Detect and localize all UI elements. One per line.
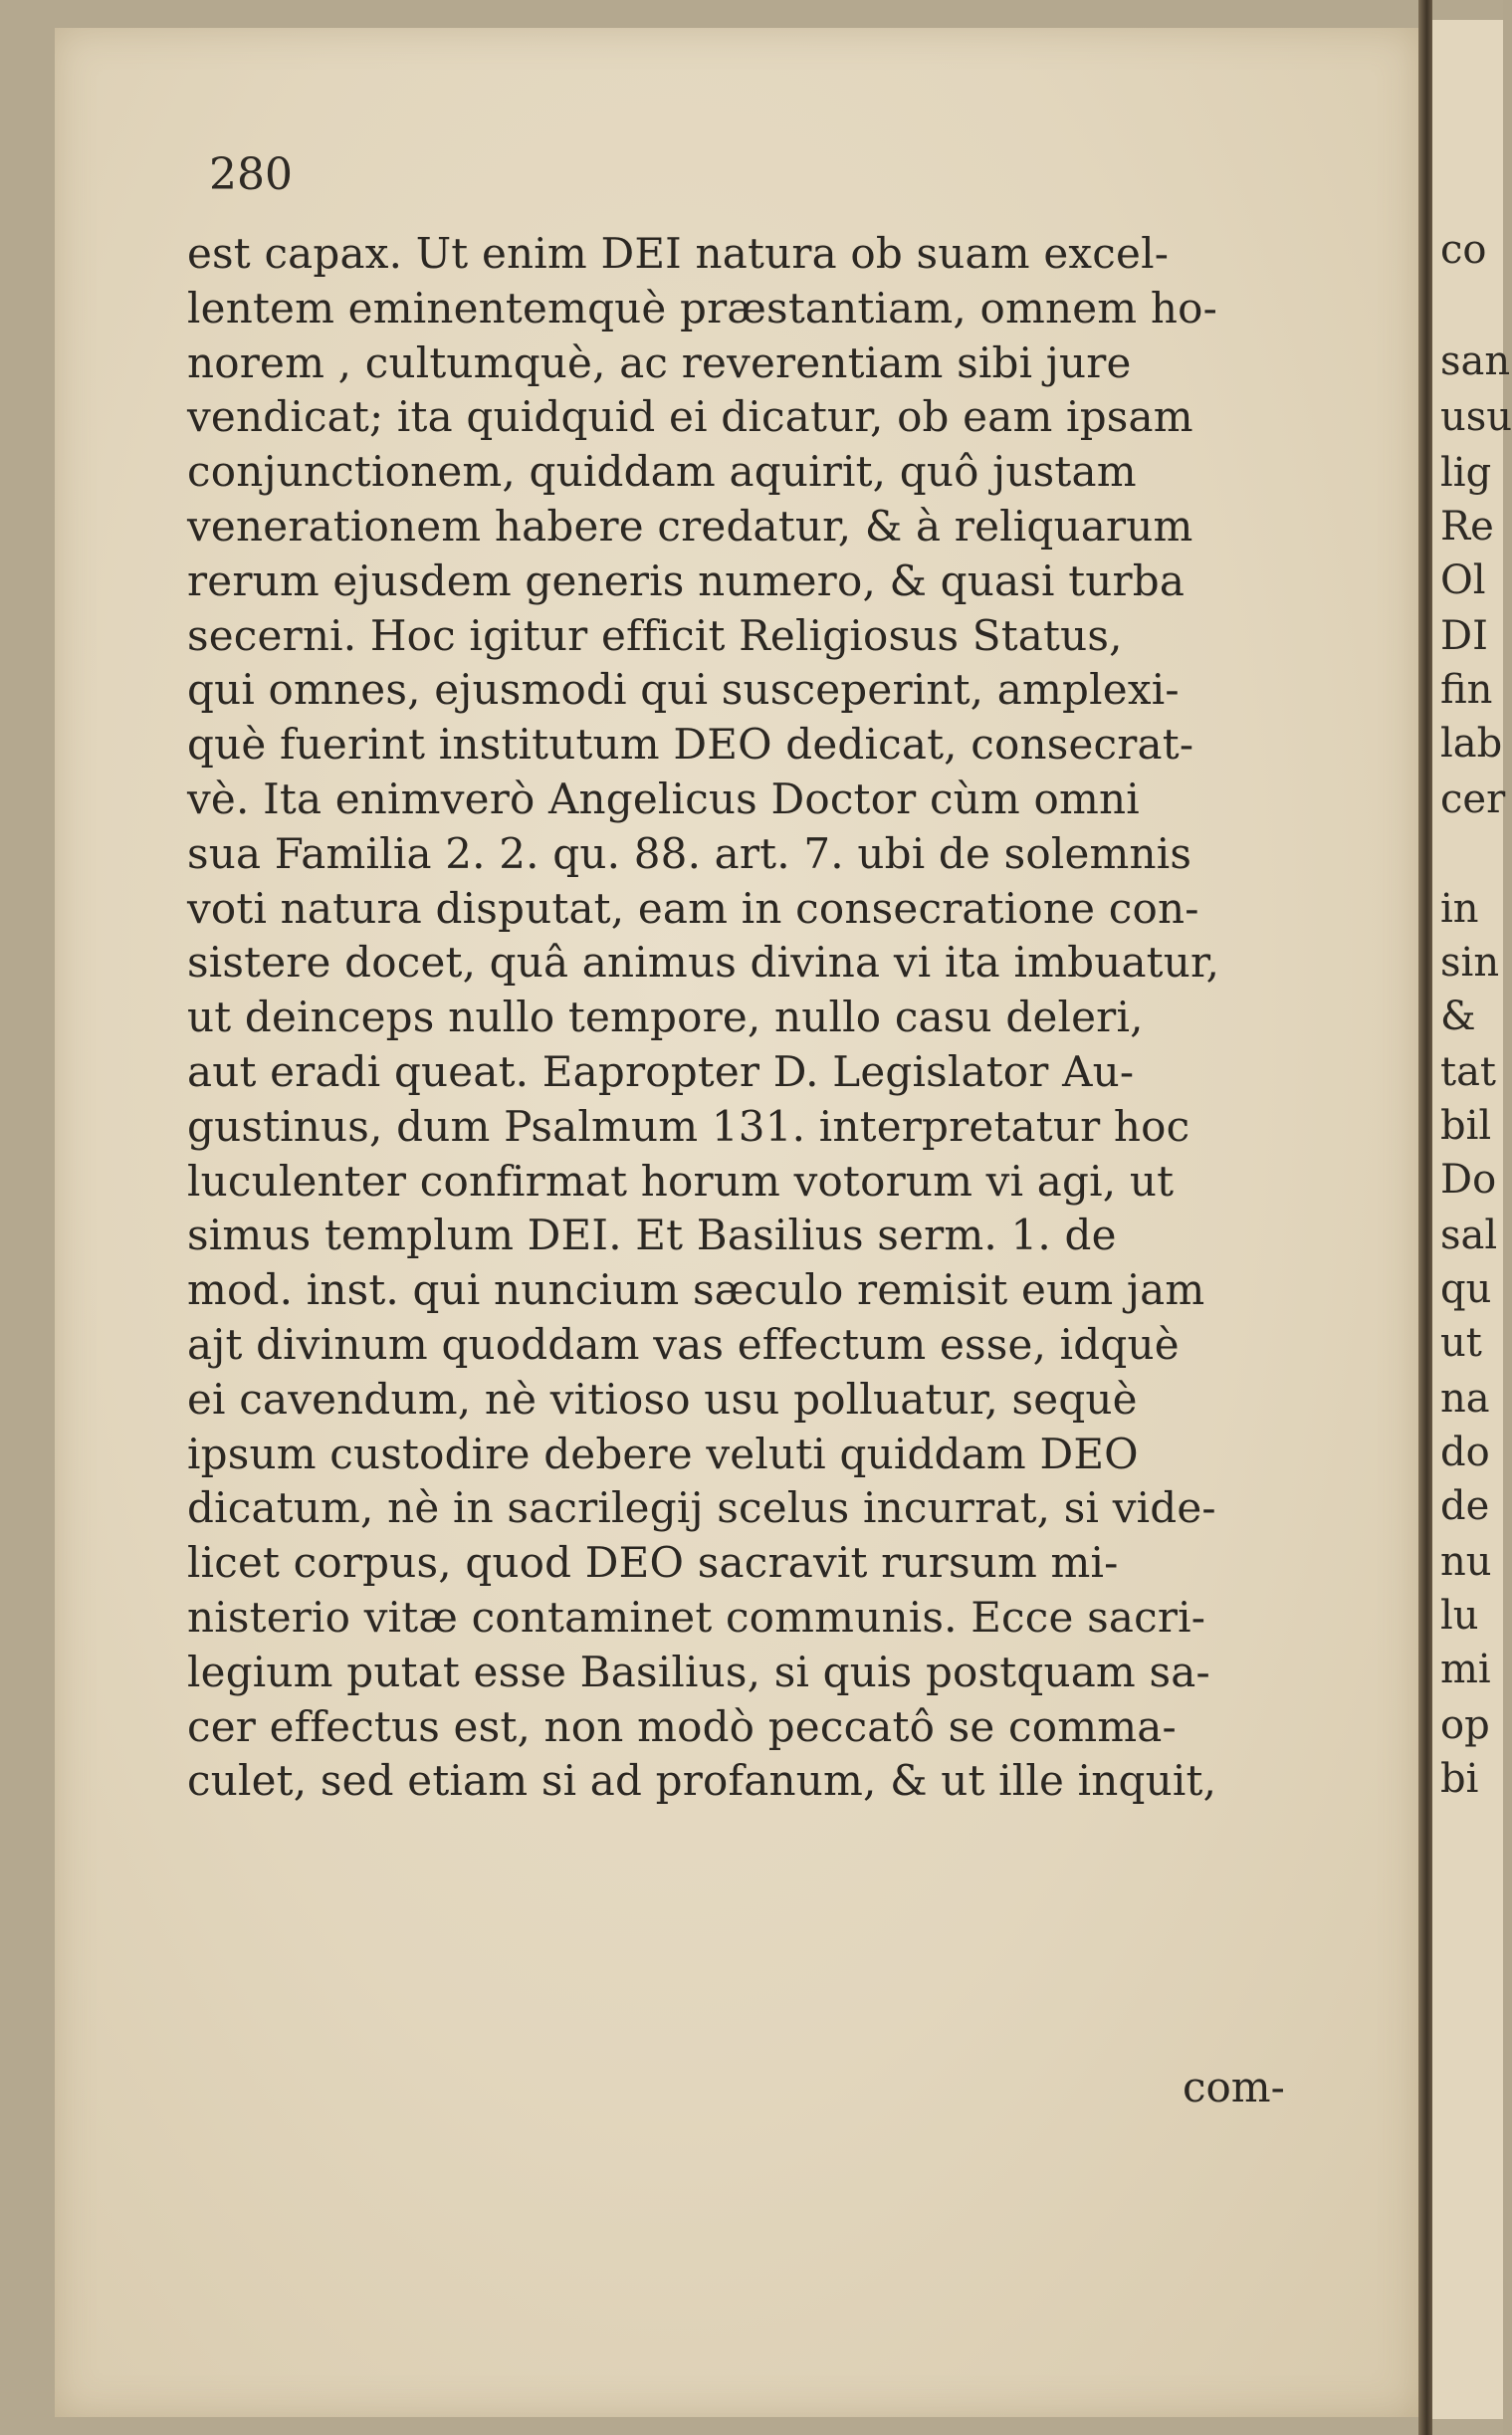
body-text [187, 227, 1372, 1809]
text-line: ajt divinum quoddam vas effectum esse, idquè [187, 1319, 1180, 1369]
text-line: licet corpus, quod DEO sacravit rursum mi- [187, 1538, 1119, 1588]
adjacent-page-fragment: Re [1440, 504, 1494, 550]
adjacent-page-fragment: bil [1440, 1103, 1492, 1149]
adjacent-page-fragment: san [1440, 338, 1511, 384]
adjacent-page-fragment: op [1440, 1702, 1490, 1748]
text-line: luculenter confirmat horum votorum vi agi, ut [187, 1156, 1175, 1206]
text-line: culet, sed etiam si ad profanum, & ut ille inquit, [187, 1756, 1217, 1806]
text-line: ut deinceps nullo tempore, nullo casu deleri, [187, 993, 1144, 1042]
adjacent-page-edge [1432, 20, 1512, 2419]
adjacent-page-fragment: fin [1440, 667, 1493, 713]
adjacent-page-fragment: sal [1440, 1213, 1498, 1258]
text-line: norem , cultumquè, ac reverentiam sibi jure [187, 337, 1132, 387]
text-line: vè. Ita enimverò Angelicus Doctor cùm omni [187, 774, 1140, 823]
text-line: dicatum, nè in sacrilegij scelus incurrat, si vide- [187, 1483, 1216, 1533]
text-line: venerationem habere credatur, & à reliquarum [187, 501, 1193, 551]
adjacent-page-fragment: & [1440, 994, 1476, 1039]
page-number: 280 [209, 149, 293, 200]
adjacent-page-fragment: usu [1440, 394, 1512, 440]
adjacent-page-fragment: de [1440, 1483, 1490, 1529]
adjacent-page-fragment: na [1440, 1376, 1490, 1422]
text-line: gustinus, dum Psalmum 131. interpretatur hoc [187, 1101, 1190, 1151]
text-line: lentem eminentemquè præstantiam, omnem ho- [187, 283, 1217, 332]
text-line: sua Familia 2. 2. qu. 88. art. 7. ubi de solemnis [187, 828, 1192, 878]
text-line: nisterio vitæ contaminet communis. Ecce sacri- [187, 1592, 1206, 1642]
text-line: rerum ejusdem generis numero, & quasi turba [187, 555, 1186, 605]
book-gutter [1418, 0, 1432, 2435]
text-line: ei cavendum, nè vitioso usu polluatur, sequè [187, 1374, 1138, 1424]
text-line: conjunctionem, quiddam aquirit, quô justam [187, 447, 1137, 497]
text-line: secerni. Hoc igitur efficit Religiosus Status, [187, 610, 1123, 660]
adjacent-page-fragment: lig [1440, 450, 1492, 496]
adjacent-page-fragment: qu [1440, 1266, 1492, 1312]
catchword: com- [1183, 2063, 1285, 2111]
text-line: est capax. Ut enim DEI natura ob suam excel- [187, 229, 1170, 278]
text-line: cer effectus est, non modò peccatô se comma- [187, 1701, 1177, 1751]
text-line: aut eradi queat. Eapropter D. Legislator Au- [187, 1046, 1135, 1096]
text-line: ipsum custodire debere veluti quiddam DEO [187, 1429, 1139, 1478]
text-line: què fuerint institutum DEO dedicat, consecrat- [187, 720, 1194, 770]
text-line: qui omnes, ejusmodi qui susceperint, amplexi- [187, 665, 1180, 715]
adjacent-page-fragment: do [1440, 1430, 1490, 1475]
text-line: sistere docet, quâ animus divina vi ita imbuatur, [187, 938, 1220, 988]
adjacent-page-fragment: Do [1440, 1157, 1497, 1203]
text-line: simus templum DEI. Et Basilius serm. 1. de [187, 1211, 1117, 1260]
text-line: legium putat esse Basilius, si quis postquam sa- [187, 1647, 1210, 1696]
adjacent-page-fragment: DI [1440, 613, 1488, 659]
adjacent-page-fragment: co [1440, 227, 1487, 273]
adjacent-page-fragment: nu [1440, 1539, 1492, 1585]
adjacent-page-fragment: bi [1440, 1756, 1479, 1802]
adjacent-page-fragment: mi [1440, 1647, 1491, 1692]
text-line: mod. inst. qui nuncium sæculo remisit eum jam [187, 1265, 1205, 1315]
adjacent-page-fragment: sin [1440, 940, 1500, 986]
adjacent-page-fragment: Ol [1440, 557, 1486, 603]
adjacent-page-fragment: in [1440, 886, 1479, 932]
text-line: voti natura disputat, eam in consecratione con- [187, 883, 1199, 933]
adjacent-page-fragment: lab [1440, 721, 1503, 767]
adjacent-page-fragment: cer [1440, 776, 1506, 822]
adjacent-page-fragment: lu [1440, 1593, 1479, 1639]
adjacent-page-fragment: tat [1440, 1049, 1496, 1095]
adjacent-page-fragment: ut [1440, 1320, 1482, 1366]
text-line: vendicat; ita quidquid ei dicatur, ob eam ipsam [187, 392, 1193, 442]
